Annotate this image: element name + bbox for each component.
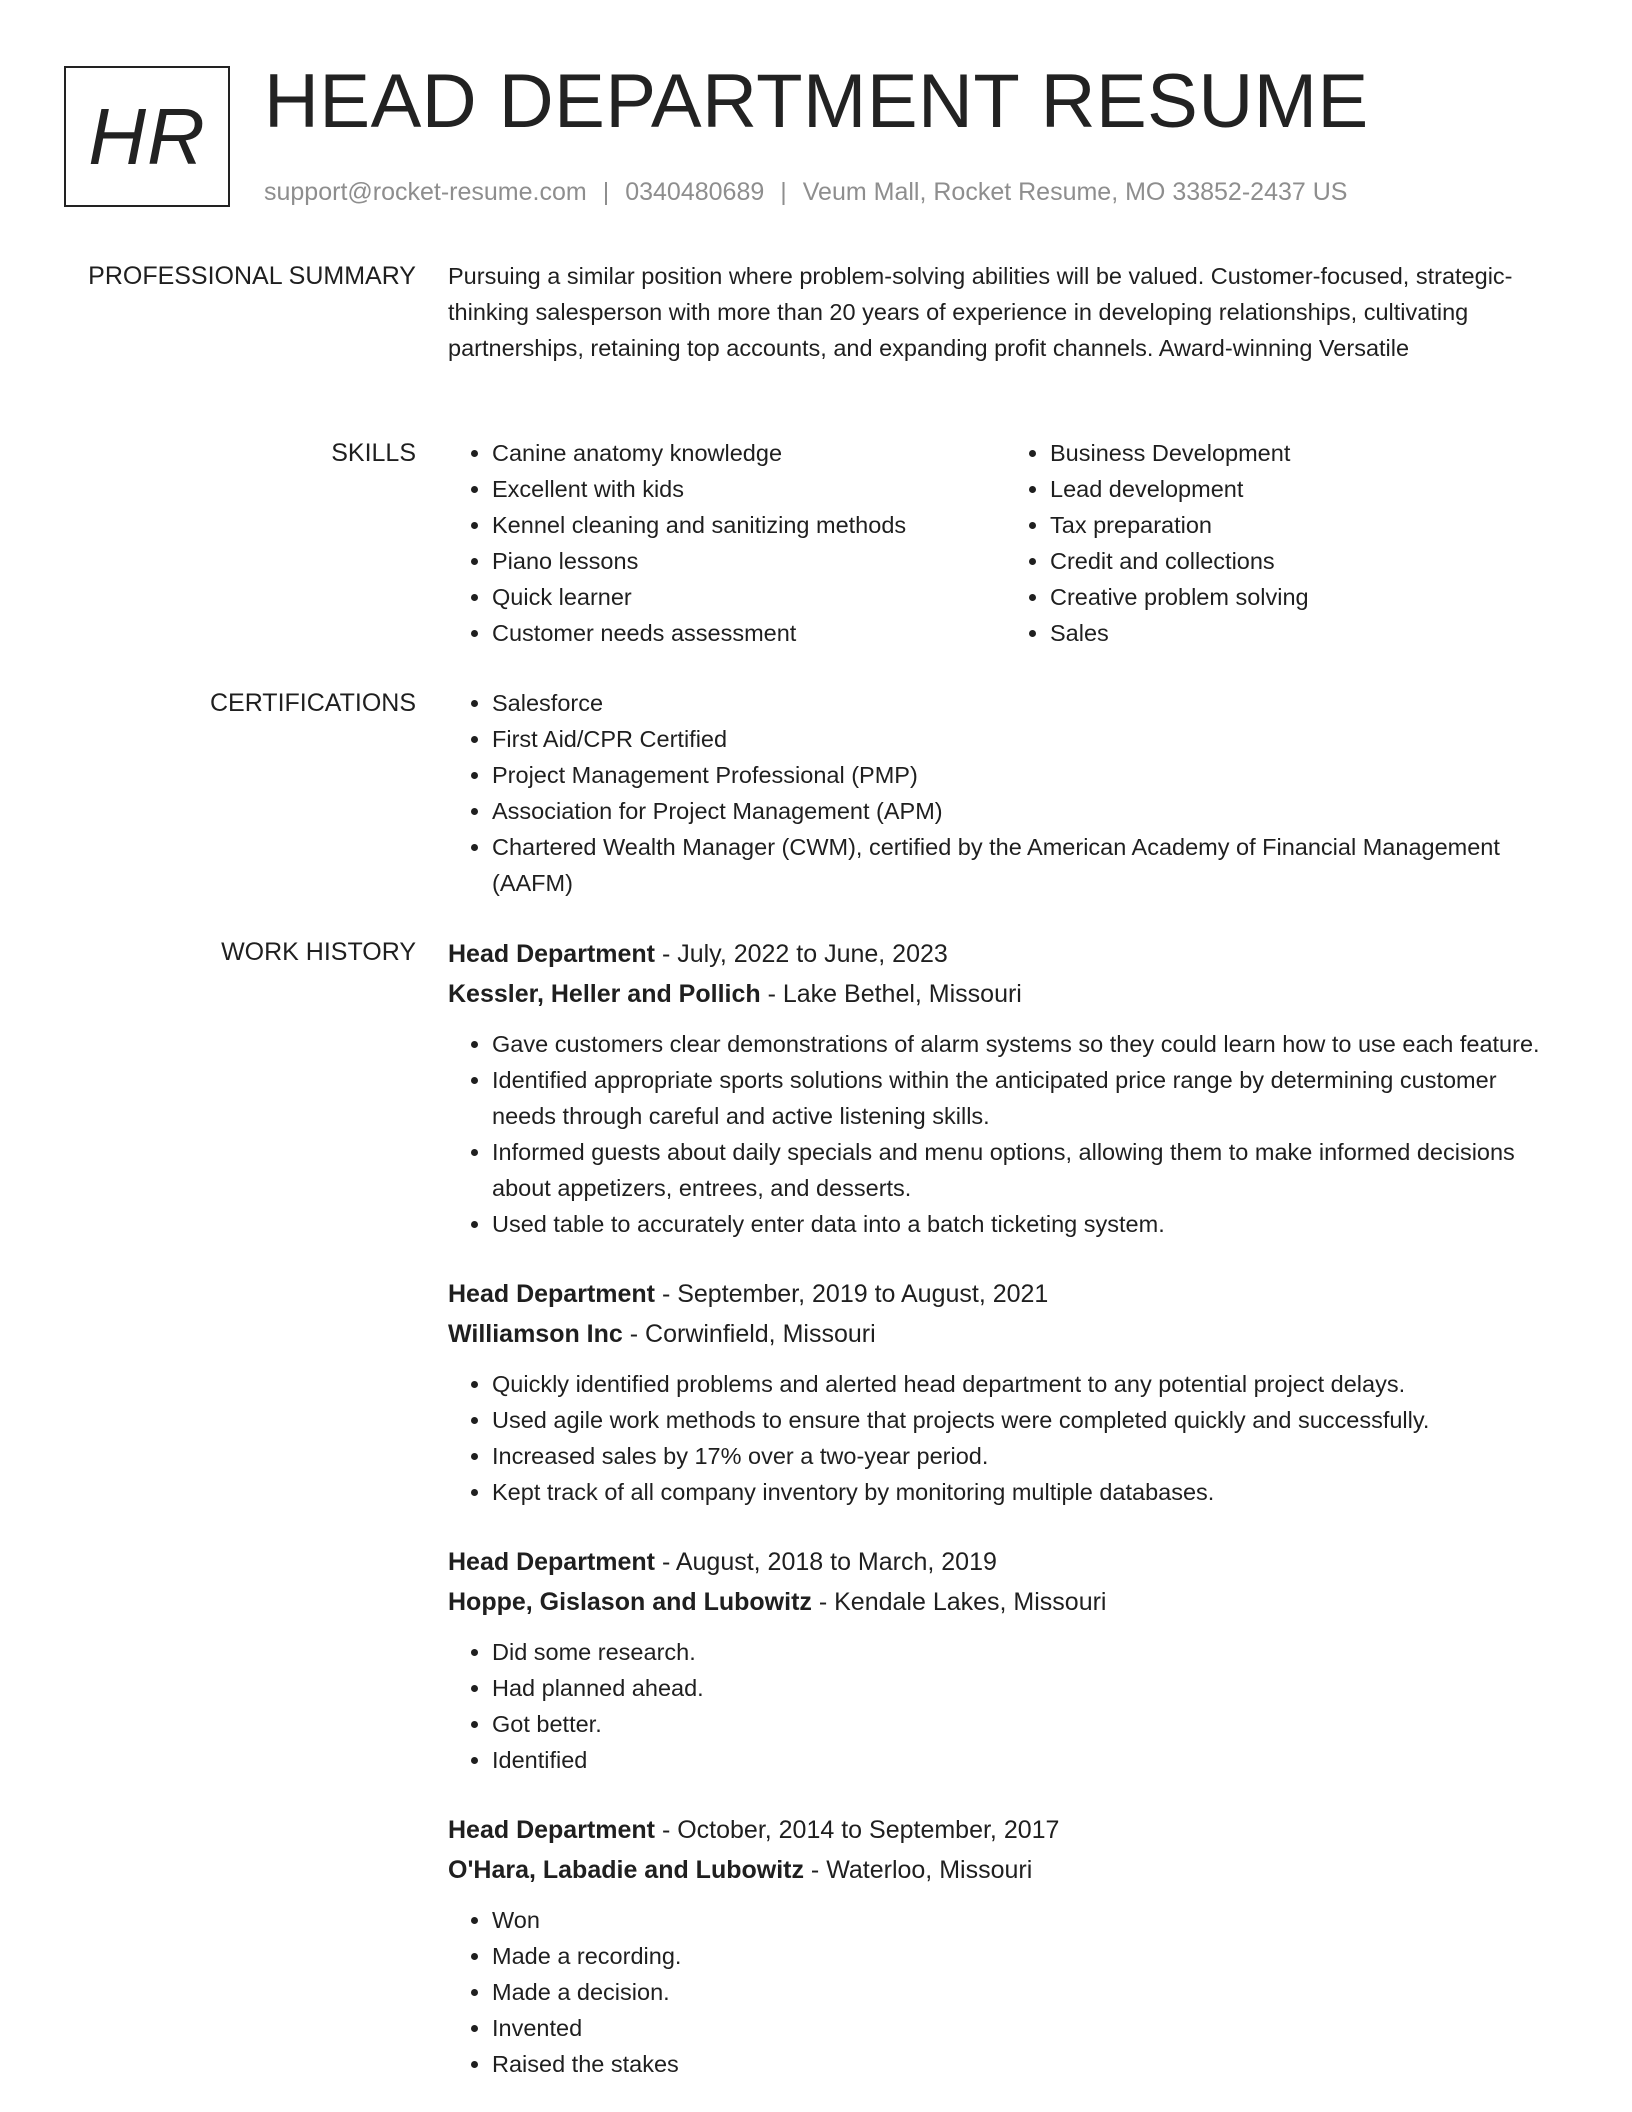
job-bullet: • Identified [492, 1742, 1564, 1778]
job-entry [448, 1542, 1564, 1778]
skill-item: • Canine anatomy knowledge [492, 435, 1006, 471]
skill-item: • Excellent with kids [492, 471, 1006, 507]
skills-list-right [1006, 435, 1564, 651]
monogram-text: HR [88, 91, 206, 181]
job-location: - Corwinfield, Missouri [622, 1320, 876, 1348]
job-title: Head Department [448, 1816, 655, 1844]
job-title: Head Department [448, 1280, 655, 1308]
certification-item: • Salesforce [492, 685, 1564, 721]
job-bullet: • Gave customers clear demonstrations of alarm systems so they could learn how to use each feature. [492, 1026, 1564, 1062]
job-bullet: • Invented [492, 2010, 1564, 2046]
job-dates: - September, 2019 to August, 2021 [655, 1280, 1049, 1308]
job-title: Head Department [448, 940, 655, 968]
job-bullet: • Quickly identified problems and alerted head department to any potential project delays. [492, 1366, 1564, 1402]
skill-item: • Piano lessons [492, 543, 1006, 579]
contact-separator: | [602, 178, 610, 206]
job-location: - Lake Bethel, Missouri [760, 980, 1022, 1008]
job-bullet: • Did some research. [492, 1634, 1564, 1670]
work-body [448, 934, 1564, 2082]
certification-item: • Chartered Wealth Manager (CWM), certified by the American Academy of Financial Management (AAFM) [492, 829, 1564, 901]
job-dates: - July, 2022 to June, 2023 [655, 940, 948, 968]
job-title-line [448, 1810, 1564, 1850]
job-bullet: • Made a decision. [492, 1974, 1564, 2010]
certification-item: • Project Management Professional (PMP) [492, 757, 1564, 793]
job-entry [448, 1274, 1564, 1510]
skill-item: • Kennel cleaning and sanitizing methods [492, 507, 1006, 543]
skill-item: • Lead development [1050, 471, 1564, 507]
skill-item: • Customer needs assessment [492, 615, 1006, 651]
skill-item: • Credit and collections [1050, 543, 1564, 579]
resume-title: HEAD DEPARTMENT RESUME [264, 59, 1369, 144]
certification-item: • First Aid/CPR Certified [492, 721, 1564, 757]
skills-body [448, 435, 1564, 651]
job-bullets [448, 1902, 1564, 2082]
skills-list-left [448, 435, 1006, 651]
job-bullets [448, 1026, 1564, 1242]
job-title-line [448, 1542, 1564, 1582]
job-company-line [448, 974, 1564, 1014]
job-location: - Kendale Lakes, Missouri [811, 1588, 1107, 1616]
skills-label: SKILLS [331, 439, 416, 467]
job-bullet: • Used agile work methods to ensure that projects were completed quickly and successfully. [492, 1402, 1564, 1438]
job-entry [448, 1810, 1564, 2082]
job-bullets [448, 1366, 1564, 1510]
job-company-line [448, 1314, 1564, 1354]
job-company: Hoppe, Gislason and Lubowitz [448, 1588, 812, 1616]
certifications-body [448, 685, 1564, 901]
skill-item: • Tax preparation [1050, 507, 1564, 543]
skill-item: • Business Development [1050, 435, 1564, 471]
skill-item: • Sales [1050, 615, 1564, 651]
job-company-line [448, 1582, 1564, 1622]
job-dates: - October, 2014 to September, 2017 [655, 1816, 1060, 1844]
certifications-label: CERTIFICATIONS [209, 689, 416, 717]
summary-label: PROFESSIONAL SUMMARY [88, 262, 416, 290]
certification-item: • Association for Project Management (APM) [492, 793, 1564, 829]
job-bullet: • Identified appropriate sports solutions within the anticipated price range by determining customer needs through careful and active listening skills. [492, 1062, 1564, 1134]
summary-body [448, 258, 1564, 366]
job-bullet: • Informed guests about daily specials and menu options, allowing them to make informed decisions about appetizers, entrees, and desserts. [492, 1134, 1564, 1206]
job-bullet: • Raised the stakes [492, 2046, 1564, 2082]
job-dates: - August, 2018 to March, 2019 [655, 1548, 997, 1576]
job-entry [448, 934, 1564, 1242]
job-bullet: • Kept track of all company inventory by monitoring multiple databases. [492, 1474, 1564, 1510]
job-title: Head Department [448, 1548, 655, 1576]
job-bullet: • Got better. [492, 1706, 1564, 1742]
skill-item: • Creative problem solving [1050, 579, 1564, 615]
work-label: WORK HISTORY [221, 938, 416, 966]
job-location: - Waterloo, Missouri [803, 1856, 1033, 1884]
job-bullets [448, 1634, 1564, 1778]
contact-address: Veum Mall, Rocket Resume, MO 33852-2437 US [802, 178, 1348, 206]
skill-item: • Quick learner [492, 579, 1006, 615]
job-company: Kessler, Heller and Pollich [448, 980, 761, 1008]
certifications-list [448, 685, 1564, 901]
contact-phone: 0340480689 [625, 178, 765, 206]
job-title-line [448, 934, 1564, 974]
job-company: O'Hara, Labadie and Lubowitz [448, 1856, 804, 1884]
job-company-line [448, 1850, 1564, 1890]
job-bullet: • Used table to accurately enter data into a batch ticketing system. [492, 1206, 1564, 1242]
monogram-box [64, 66, 230, 207]
contact-email: support@rocket-resume.com [264, 178, 587, 206]
contact-separator: | [780, 178, 787, 206]
contact-line [264, 175, 1347, 209]
job-bullet: • Had planned ahead. [492, 1670, 1564, 1706]
job-bullet: • Won [492, 1902, 1564, 1938]
job-bullet: • Made a recording. [492, 1938, 1564, 1974]
job-title-line [448, 1274, 1564, 1314]
job-company: Williamson Inc [448, 1320, 623, 1348]
job-bullet: • Increased sales by 17% over a two-year period. [492, 1438, 1564, 1474]
summary-text: Pursuing a similar position where problem-solving abilities will be valued. Customer-focused, strategic-thinking salesperson with more than 20 years of experience in developing relationships, cultivating partnerships, retaining top accounts, and expanding profit channels. Award-winning Versatile [448, 263, 1513, 361]
